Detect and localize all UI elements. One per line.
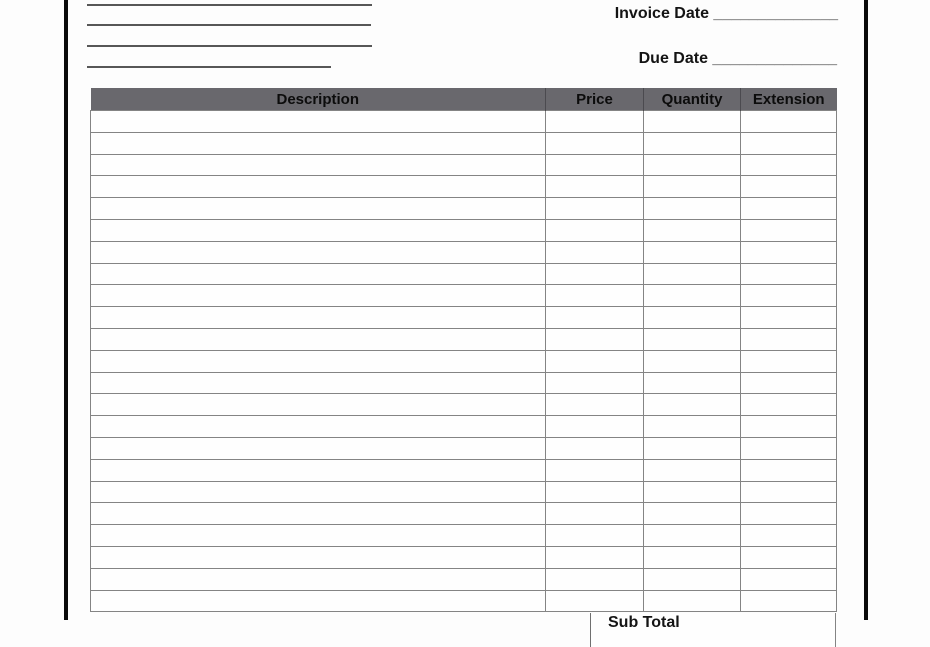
sub-total-label: Sub Total: [608, 614, 680, 631]
due-date-label: Due Date: [638, 50, 708, 67]
invoice-items-table: [90, 88, 837, 612]
cell-description[interactable]: [91, 481, 546, 503]
cell-extension[interactable]: [741, 241, 837, 263]
cell-extension[interactable]: [741, 307, 837, 329]
cell-extension[interactable]: [741, 285, 837, 307]
cell-description[interactable]: [91, 525, 546, 547]
cell-extension[interactable]: [741, 198, 837, 220]
table-header-row: [91, 88, 837, 111]
letterhead-blank-line-3[interactable]: [87, 45, 372, 47]
cell-description[interactable]: [91, 132, 546, 154]
cell-quantity[interactable]: [644, 459, 741, 481]
cell-price[interactable]: [546, 263, 644, 285]
table-row: [91, 416, 837, 438]
sub-total-section: [590, 613, 836, 647]
cell-quantity[interactable]: [644, 372, 741, 394]
cell-quantity[interactable]: [644, 503, 741, 525]
cell-description[interactable]: [91, 198, 546, 220]
cell-description[interactable]: [91, 307, 546, 329]
table-row: [91, 459, 837, 481]
table-row: [91, 307, 837, 329]
cell-quantity[interactable]: [644, 241, 741, 263]
cell-quantity[interactable]: [644, 307, 741, 329]
cell-quantity[interactable]: [644, 590, 741, 612]
cell-quantity[interactable]: [644, 437, 741, 459]
cell-quantity[interactable]: [644, 568, 741, 590]
table-row: [91, 568, 837, 590]
cell-description[interactable]: [91, 568, 546, 590]
invoice-date-row: [615, 5, 838, 23]
cell-description[interactable]: [91, 394, 546, 416]
cell-extension[interactable]: [741, 546, 837, 568]
cell-extension[interactable]: [741, 525, 837, 547]
cell-description[interactable]: [91, 372, 546, 394]
cell-extension[interactable]: [741, 350, 837, 372]
cell-quantity[interactable]: [644, 154, 741, 176]
page-border-right: [864, 0, 868, 620]
cell-extension[interactable]: [741, 590, 837, 612]
cell-extension[interactable]: [741, 328, 837, 350]
cell-extension[interactable]: [741, 568, 837, 590]
cell-description[interactable]: [91, 176, 546, 198]
cell-description[interactable]: [91, 437, 546, 459]
cell-extension[interactable]: [741, 176, 837, 198]
cell-price[interactable]: [546, 546, 644, 568]
table-row: [91, 481, 837, 503]
cell-quantity[interactable]: [644, 285, 741, 307]
cell-extension[interactable]: [741, 219, 837, 241]
cell-extension[interactable]: [741, 111, 837, 133]
table-row: [91, 546, 837, 568]
cell-description[interactable]: [91, 590, 546, 612]
cell-extension[interactable]: [741, 481, 837, 503]
cell-price[interactable]: [546, 503, 644, 525]
table-row: [91, 111, 837, 133]
table-row: [91, 219, 837, 241]
table-row: [91, 285, 837, 307]
cell-description[interactable]: [91, 111, 546, 133]
cell-price[interactable]: [546, 328, 644, 350]
cell-price[interactable]: [546, 568, 644, 590]
table-row: [91, 154, 837, 176]
table-row: [91, 176, 837, 198]
cell-extension[interactable]: [741, 416, 837, 438]
table-row: [91, 263, 837, 285]
cell-price[interactable]: [546, 307, 644, 329]
column-header-description: Description: [91, 88, 546, 111]
cell-extension[interactable]: [741, 394, 837, 416]
cell-price[interactable]: [546, 176, 644, 198]
cell-extension[interactable]: [741, 132, 837, 154]
table-row: [91, 394, 837, 416]
cell-extension[interactable]: [741, 437, 837, 459]
table-row: [91, 525, 837, 547]
cell-price[interactable]: [546, 132, 644, 154]
table-row: [91, 241, 837, 263]
cell-price[interactable]: [546, 481, 644, 503]
cell-quantity[interactable]: [644, 546, 741, 568]
cell-description[interactable]: [91, 285, 546, 307]
cell-description[interactable]: [91, 154, 546, 176]
cell-quantity[interactable]: [644, 263, 741, 285]
cell-price[interactable]: [546, 590, 644, 612]
invoice-table-body: [91, 111, 837, 612]
cell-quantity[interactable]: [644, 350, 741, 372]
table-row: [91, 437, 837, 459]
table-row: [91, 328, 837, 350]
cell-price[interactable]: [546, 350, 644, 372]
cell-description[interactable]: [91, 263, 546, 285]
cell-extension[interactable]: [741, 154, 837, 176]
cell-price[interactable]: [546, 372, 644, 394]
cell-quantity[interactable]: [644, 111, 741, 133]
cell-quantity[interactable]: [644, 416, 741, 438]
letterhead-blank-line-2[interactable]: [87, 24, 371, 26]
cell-description[interactable]: [91, 416, 546, 438]
cell-price[interactable]: [546, 525, 644, 547]
letterhead-blank-line-1[interactable]: [87, 4, 372, 6]
cell-quantity[interactable]: [644, 219, 741, 241]
cell-extension[interactable]: [741, 372, 837, 394]
cell-price[interactable]: [546, 198, 644, 220]
cell-quantity[interactable]: [644, 176, 741, 198]
cell-quantity[interactable]: [644, 328, 741, 350]
cell-description[interactable]: [91, 459, 546, 481]
cell-description[interactable]: [91, 219, 546, 241]
cell-description[interactable]: [91, 241, 546, 263]
cell-price[interactable]: [546, 154, 644, 176]
table-row: [91, 590, 837, 612]
column-header-price: Price: [546, 88, 644, 111]
cell-description[interactable]: [91, 328, 546, 350]
cell-price[interactable]: [546, 437, 644, 459]
table-row: [91, 198, 837, 220]
cell-description[interactable]: [91, 503, 546, 525]
column-header-quantity: Quantity: [644, 88, 741, 111]
cell-extension[interactable]: [741, 459, 837, 481]
cell-price[interactable]: [546, 394, 644, 416]
table-row: [91, 372, 837, 394]
cell-price[interactable]: [546, 416, 644, 438]
due-date-blank-field[interactable]: ______________: [712, 50, 837, 67]
letterhead-blank-line-4[interactable]: [87, 66, 331, 68]
cell-description[interactable]: [91, 350, 546, 372]
cell-description[interactable]: [91, 546, 546, 568]
invoice-date-label: Invoice Date: [614, 5, 709, 22]
cell-quantity[interactable]: [644, 198, 741, 220]
cell-quantity[interactable]: [644, 394, 741, 416]
cell-quantity[interactable]: [644, 525, 741, 547]
table-row: [91, 132, 837, 154]
cell-price[interactable]: [546, 241, 644, 263]
table-row: [91, 350, 837, 372]
cell-extension[interactable]: [741, 503, 837, 525]
due-date-row: [639, 50, 837, 68]
cell-price[interactable]: [546, 285, 644, 307]
cell-quantity[interactable]: [644, 481, 741, 503]
invoice-date-blank-field[interactable]: ______________: [713, 5, 838, 22]
column-header-extension: Extension: [741, 88, 837, 111]
cell-price[interactable]: [546, 111, 644, 133]
cell-price[interactable]: [546, 459, 644, 481]
table-row: [91, 503, 837, 525]
cell-quantity[interactable]: [644, 132, 741, 154]
page-border-left: [64, 0, 68, 620]
cell-price[interactable]: [546, 219, 644, 241]
cell-extension[interactable]: [741, 263, 837, 285]
